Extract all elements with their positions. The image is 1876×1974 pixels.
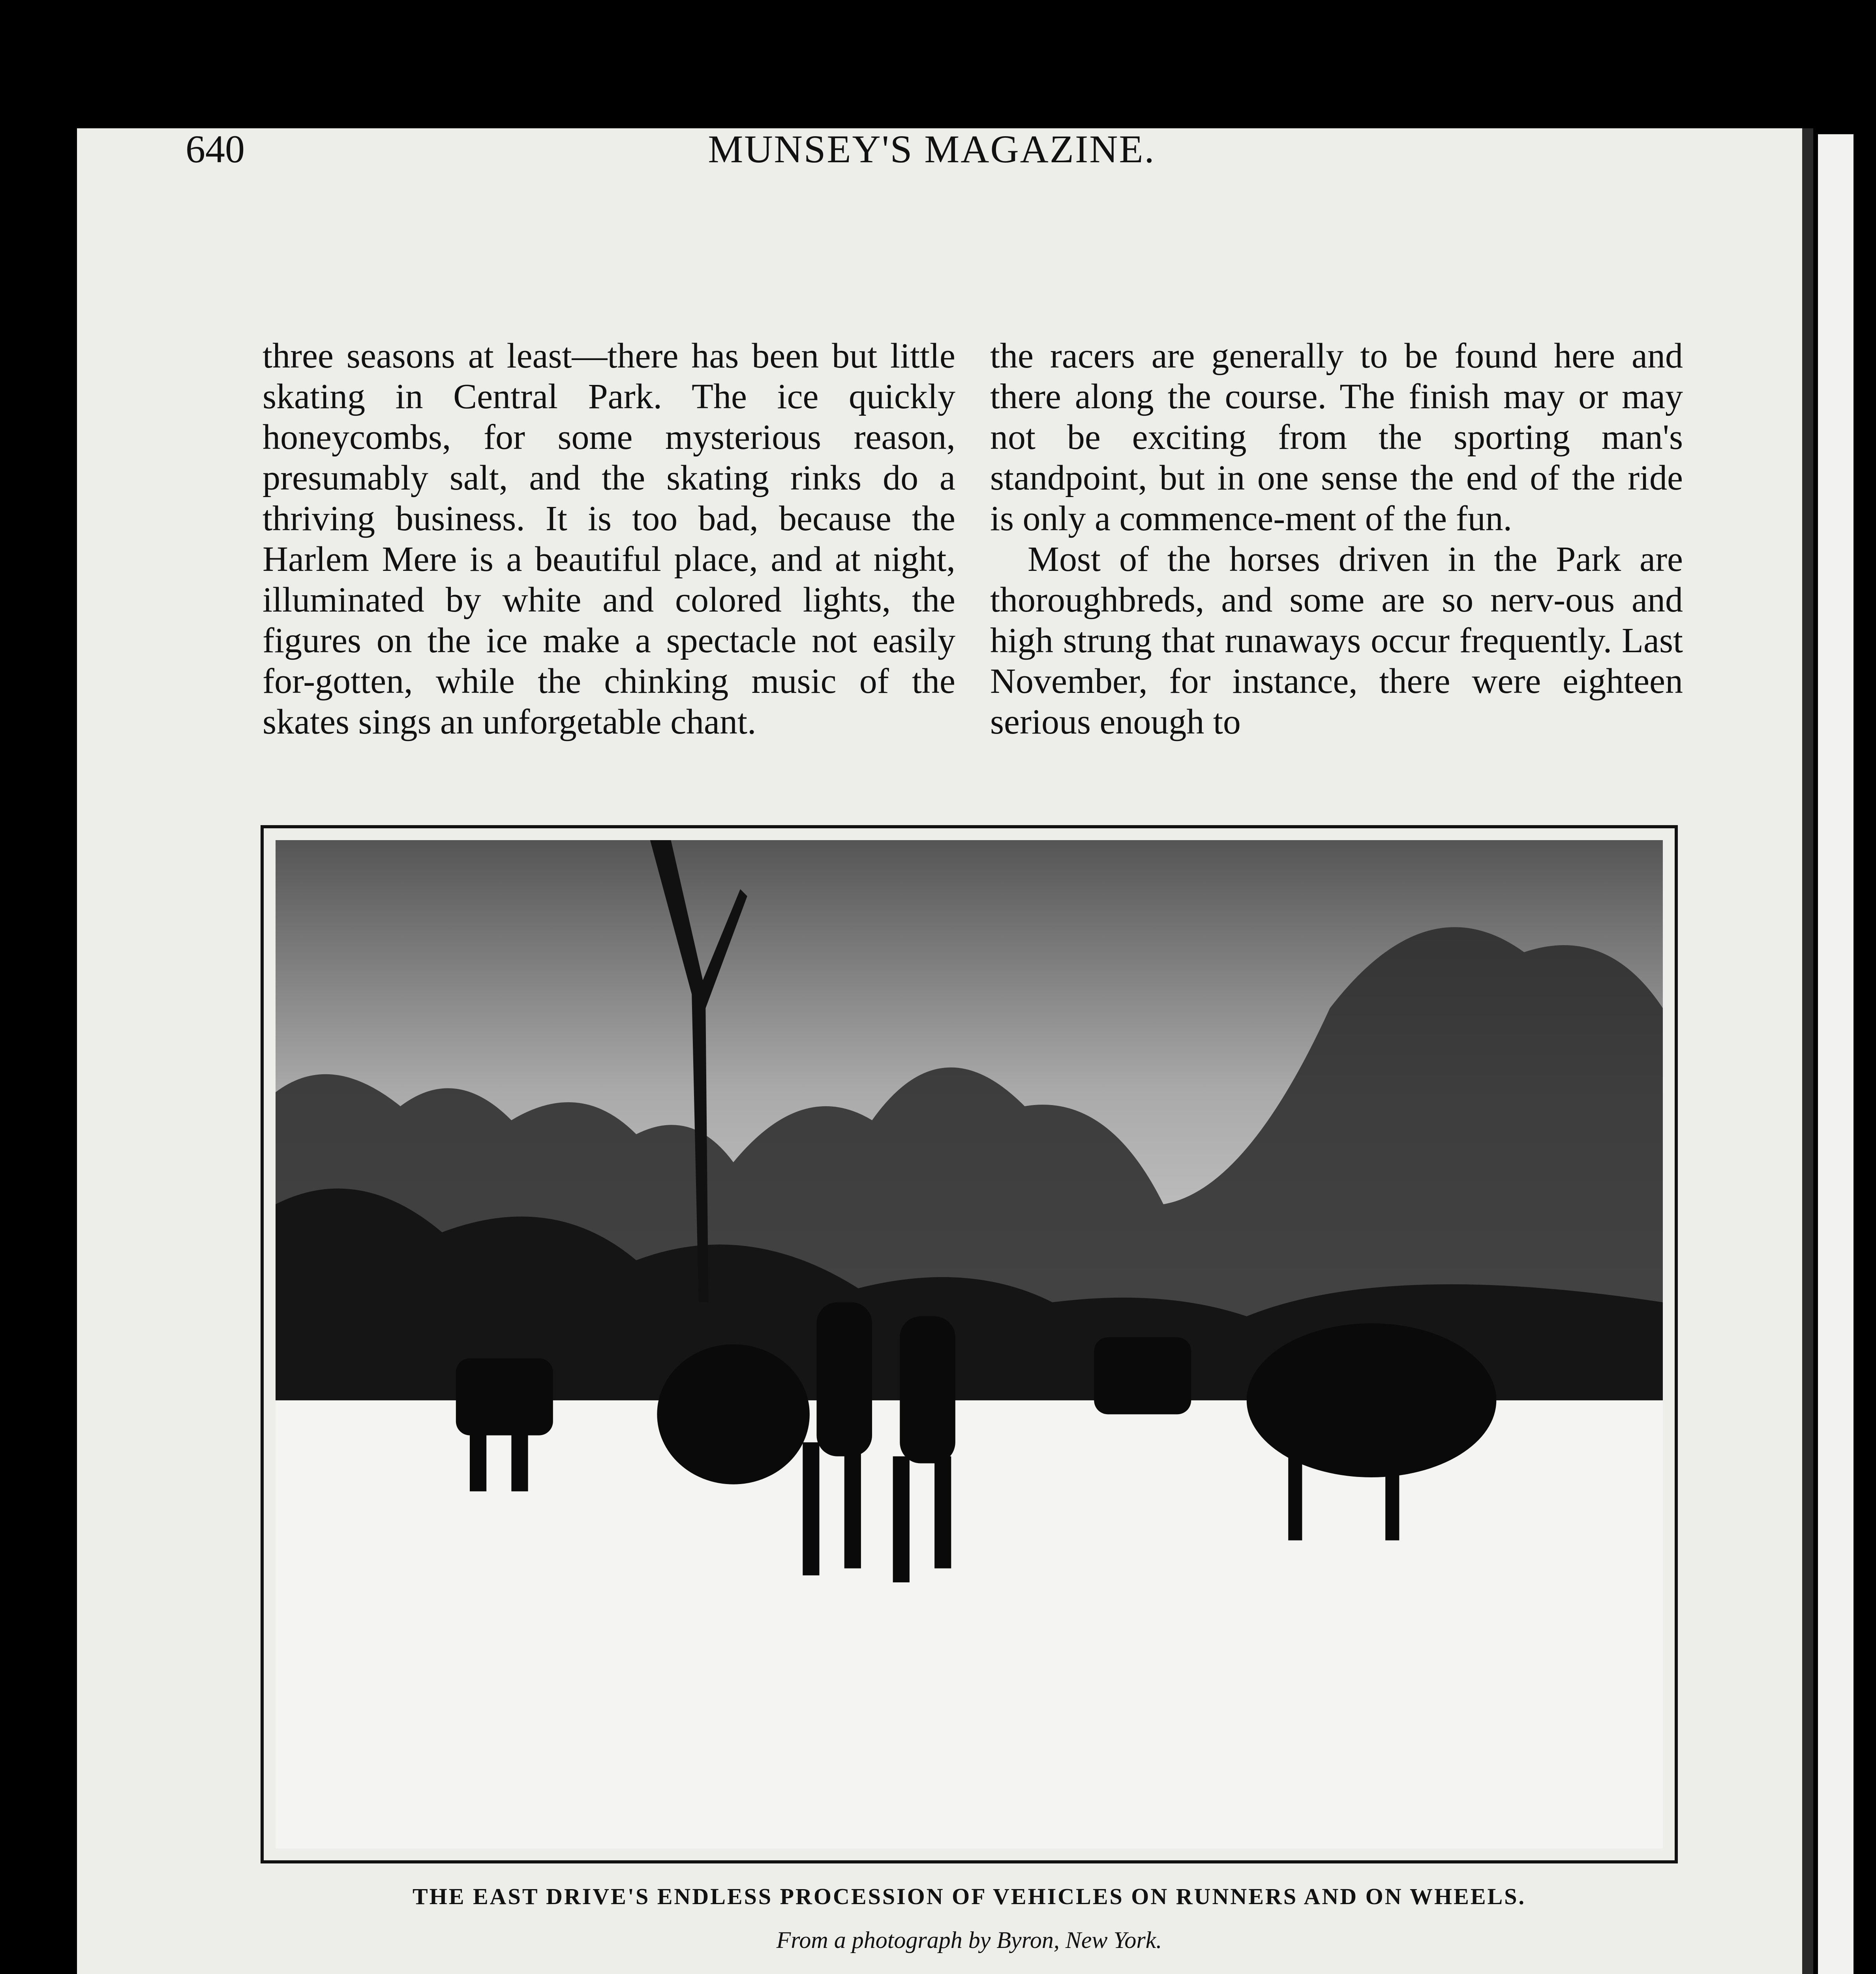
photograph [261, 825, 1678, 1863]
figure-caption: THE EAST DRIVE'S ENDLESS PROCESSION OF VEHICLES ON RUNNERS AND ON WHEELS. [413, 1884, 1526, 1909]
column-top-left [263, 336, 955, 742]
page-number: 640 [186, 127, 245, 171]
running-title: MUNSEY'S MAGAZINE. [708, 127, 1156, 171]
page-header [186, 126, 1678, 182]
sleigh-scene-image [276, 840, 1663, 1848]
paragraph: the racers are generally to be found here and there along the course. The finish may or may not be exciting from the sporting man's standpoint, but in one sense the end of the ride is only a commence-ment of the fun. [990, 336, 1683, 538]
paragraph: Most of the horses driven in the Park are thoroughbreds, and some are so nerv-ous and high strung that runaways occur frequently. Last November, for instance, there were eighteen serious enough to [990, 540, 1683, 741]
paragraph: three seasons at least—there has been but little skating in Central Park. The ice quickly honeycombs, for some mysterious reason, presumably salt, and the skating rinks do a thriving business. It is too bad, because the Harlem Mere is a beautiful place, and at night, illuminated by white and colored lights, the figures on the ice make a spectacle not easily for-gotten, while the chinking music of the skates sings an unforgetable chant. [263, 336, 955, 741]
column-top-right [990, 336, 1683, 742]
next-page-edge [1818, 134, 1853, 1974]
photo-credit: From a photograph by Byron, New York. [776, 1927, 1162, 1953]
